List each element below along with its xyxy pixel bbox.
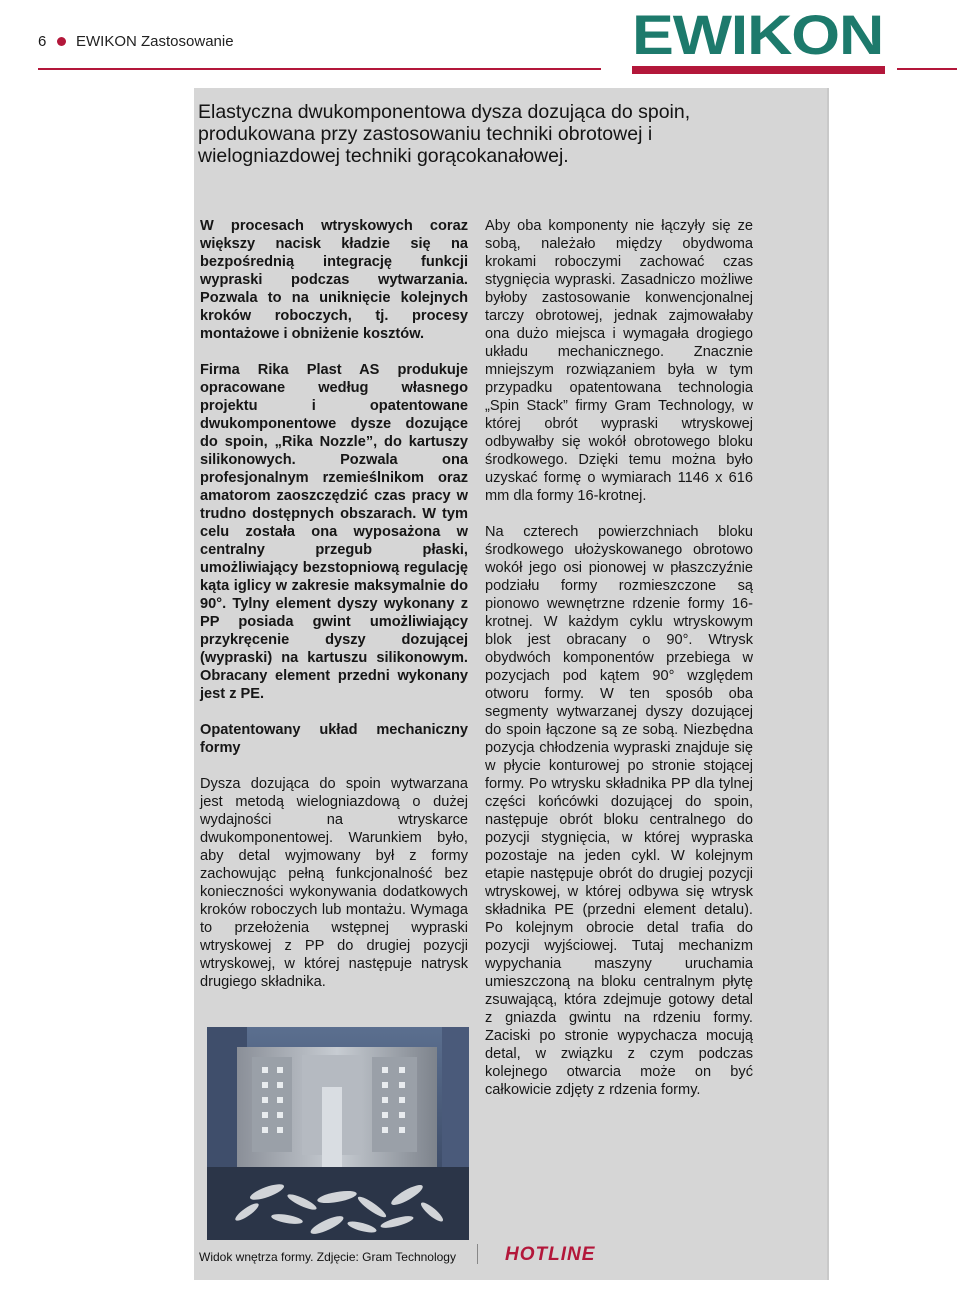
- subheading: Opatentowany układ mechaniczny formy: [200, 722, 468, 756]
- company-paragraph: Firma Rika Plast AS produkuje opracowane według własnego projektu i opatentowane dwukomponentowe dysze dozujące do spoin, „Rika Nozzle”, do kartuszy silikonowych. Pozwala ona profesjonalnym rzemieślnikom oraz amatorom zaoszczędzić czas pracy w trudno dostępnych obszarach. W tym celu została ona wyposażona w centralny przegub płaski, umożliwiający bezstopniową regulację kąta iglicy w zakresie maksymalnie do 90°. Tylny element dyszy wykonany z PP posiada gwint umożliwiający przykręcenie dyszy dozującej (wypraski) na kartuszu silikonowym. Obracany element przedni wykonany jest z PE.: [200, 362, 468, 702]
- caption-divider: [477, 1244, 478, 1264]
- logo-text: EWIKON: [632, 3, 884, 66]
- mould-interior-photo: [207, 1027, 469, 1240]
- header-rule-right: [897, 68, 957, 70]
- logo-underline: [632, 66, 885, 74]
- photo-caption: Widok wnętrza formy. Zdjęcie: Gram Technology: [199, 1250, 456, 1264]
- right-column: [485, 217, 753, 1117]
- hotline-logo: HOTLINE: [505, 1244, 596, 1265]
- body-paragraph: Na czterech powierzchniach bloku środkowego ułożyskowanego obrotowo wokół jego osi pionowej w płaszczyźnie podziału formy rozmieszczone są pionowo wewnętrzne rdzenie formy 16-krotnej. W każdym cyklu wtryskowym blok jest obracany o 90°. Wtrysk obydwóch komponentów przebiega w pozycjach pod kątem 90° względem otworu formy. W ten sposób oba segmenty wytwarzanej dyszy dozującej do spoin łączone są ze sobą. Niezbędna pozycja chłodzenia wypraski znajduje się w płycie konturowej po stronie stojącej formy. Po wtrysku składnika PP dla tylnej części końcówki dozującej do spoin, następuje obrót bloku centralnego do pozycji stygnięcia, w której wypraska pozostaje na jeden cykl. W kolejnym etapie następuje obrót do drugiej pozycji wtryskowej, w której odbywa się wtrysk składnika PE (przedni element detalu). Po kolejnym obrocie detal trafia do pozycji wyjściowej. Tutaj mechanizm wypychania maszyny uruchamia umieszczoną na bloku centralnym płytę zsuwającą, która zdejmuje gotowy detal z gniazda gwintu na rdzeniu formy. Zaciski po stronie wypychacza mocują detal, w związku z czym podczas kolejnego otwarcia może on być całkowicie zdjęty z rdzenia formy.: [485, 524, 753, 1098]
- body-paragraph: Aby oba komponenty nie łączyły się ze sobą, należało między obydwoma krokami roboczymi zachować czas stygnięcia wypraski. Zasadniczo możliwe byłoby zastosowanie konwencjonalnej tarczy obrotowej, jednak zajmowałaby ona dużo miejsca i wymagała drogiego układu mechanicznego. Znacznie mniejszym rozwiązaniem była w tym przypadku opatentowana technologia „Spin Stack” firmy Gram Technology, w której obrót wypraski wtryskowej odbywałby się wokół obrotowego bloku środkowego. Dzięki temu można było uzyskać formę o wymiarach 1146 x 616 mm dla formy 16-krotnej.: [485, 218, 753, 504]
- intro-paragraph: W procesach wtryskowych coraz większy nacisk kładzie się na bezpośrednią integrację funkcji wypraski podczas wytwarzania. Pozwala to na uniknięcie kolejnych kroków roboczych, tj. procesy montażowe i obniżenie kosztów.: [200, 218, 468, 342]
- article-headline: Elastyczna dwukomponentowa dysza dozująca do spoin, produkowana przy zastosowaniu techniki obrotowej i wielogniazdowej techniki gorącokanałowej.: [198, 101, 691, 167]
- section-title: EWIKON Zastosowanie: [76, 33, 234, 50]
- header-rule: [38, 68, 601, 70]
- bullet-dot: [57, 37, 66, 46]
- ewikon-logo: [632, 3, 885, 74]
- body-paragraph: Dysza dozująca do spoin wytwarzana jest metodą wielogniazdową o dużej wydajności na wtryskarce dwukomponentowej. Warunkiem było, aby detal wyjmowany był z formy zachowując pełną funkcjonalność bez konieczności wykonywania dodatkowych kroków roboczych lub montażu. Wymaga to przełożenia wstępnej wypraski wtryskowej z PP do drugiej pozycji wtryskowej, w której następuje natrysk drugiego składnika.: [200, 776, 468, 990]
- page-number: 6: [38, 33, 47, 50]
- left-column: [200, 217, 468, 1009]
